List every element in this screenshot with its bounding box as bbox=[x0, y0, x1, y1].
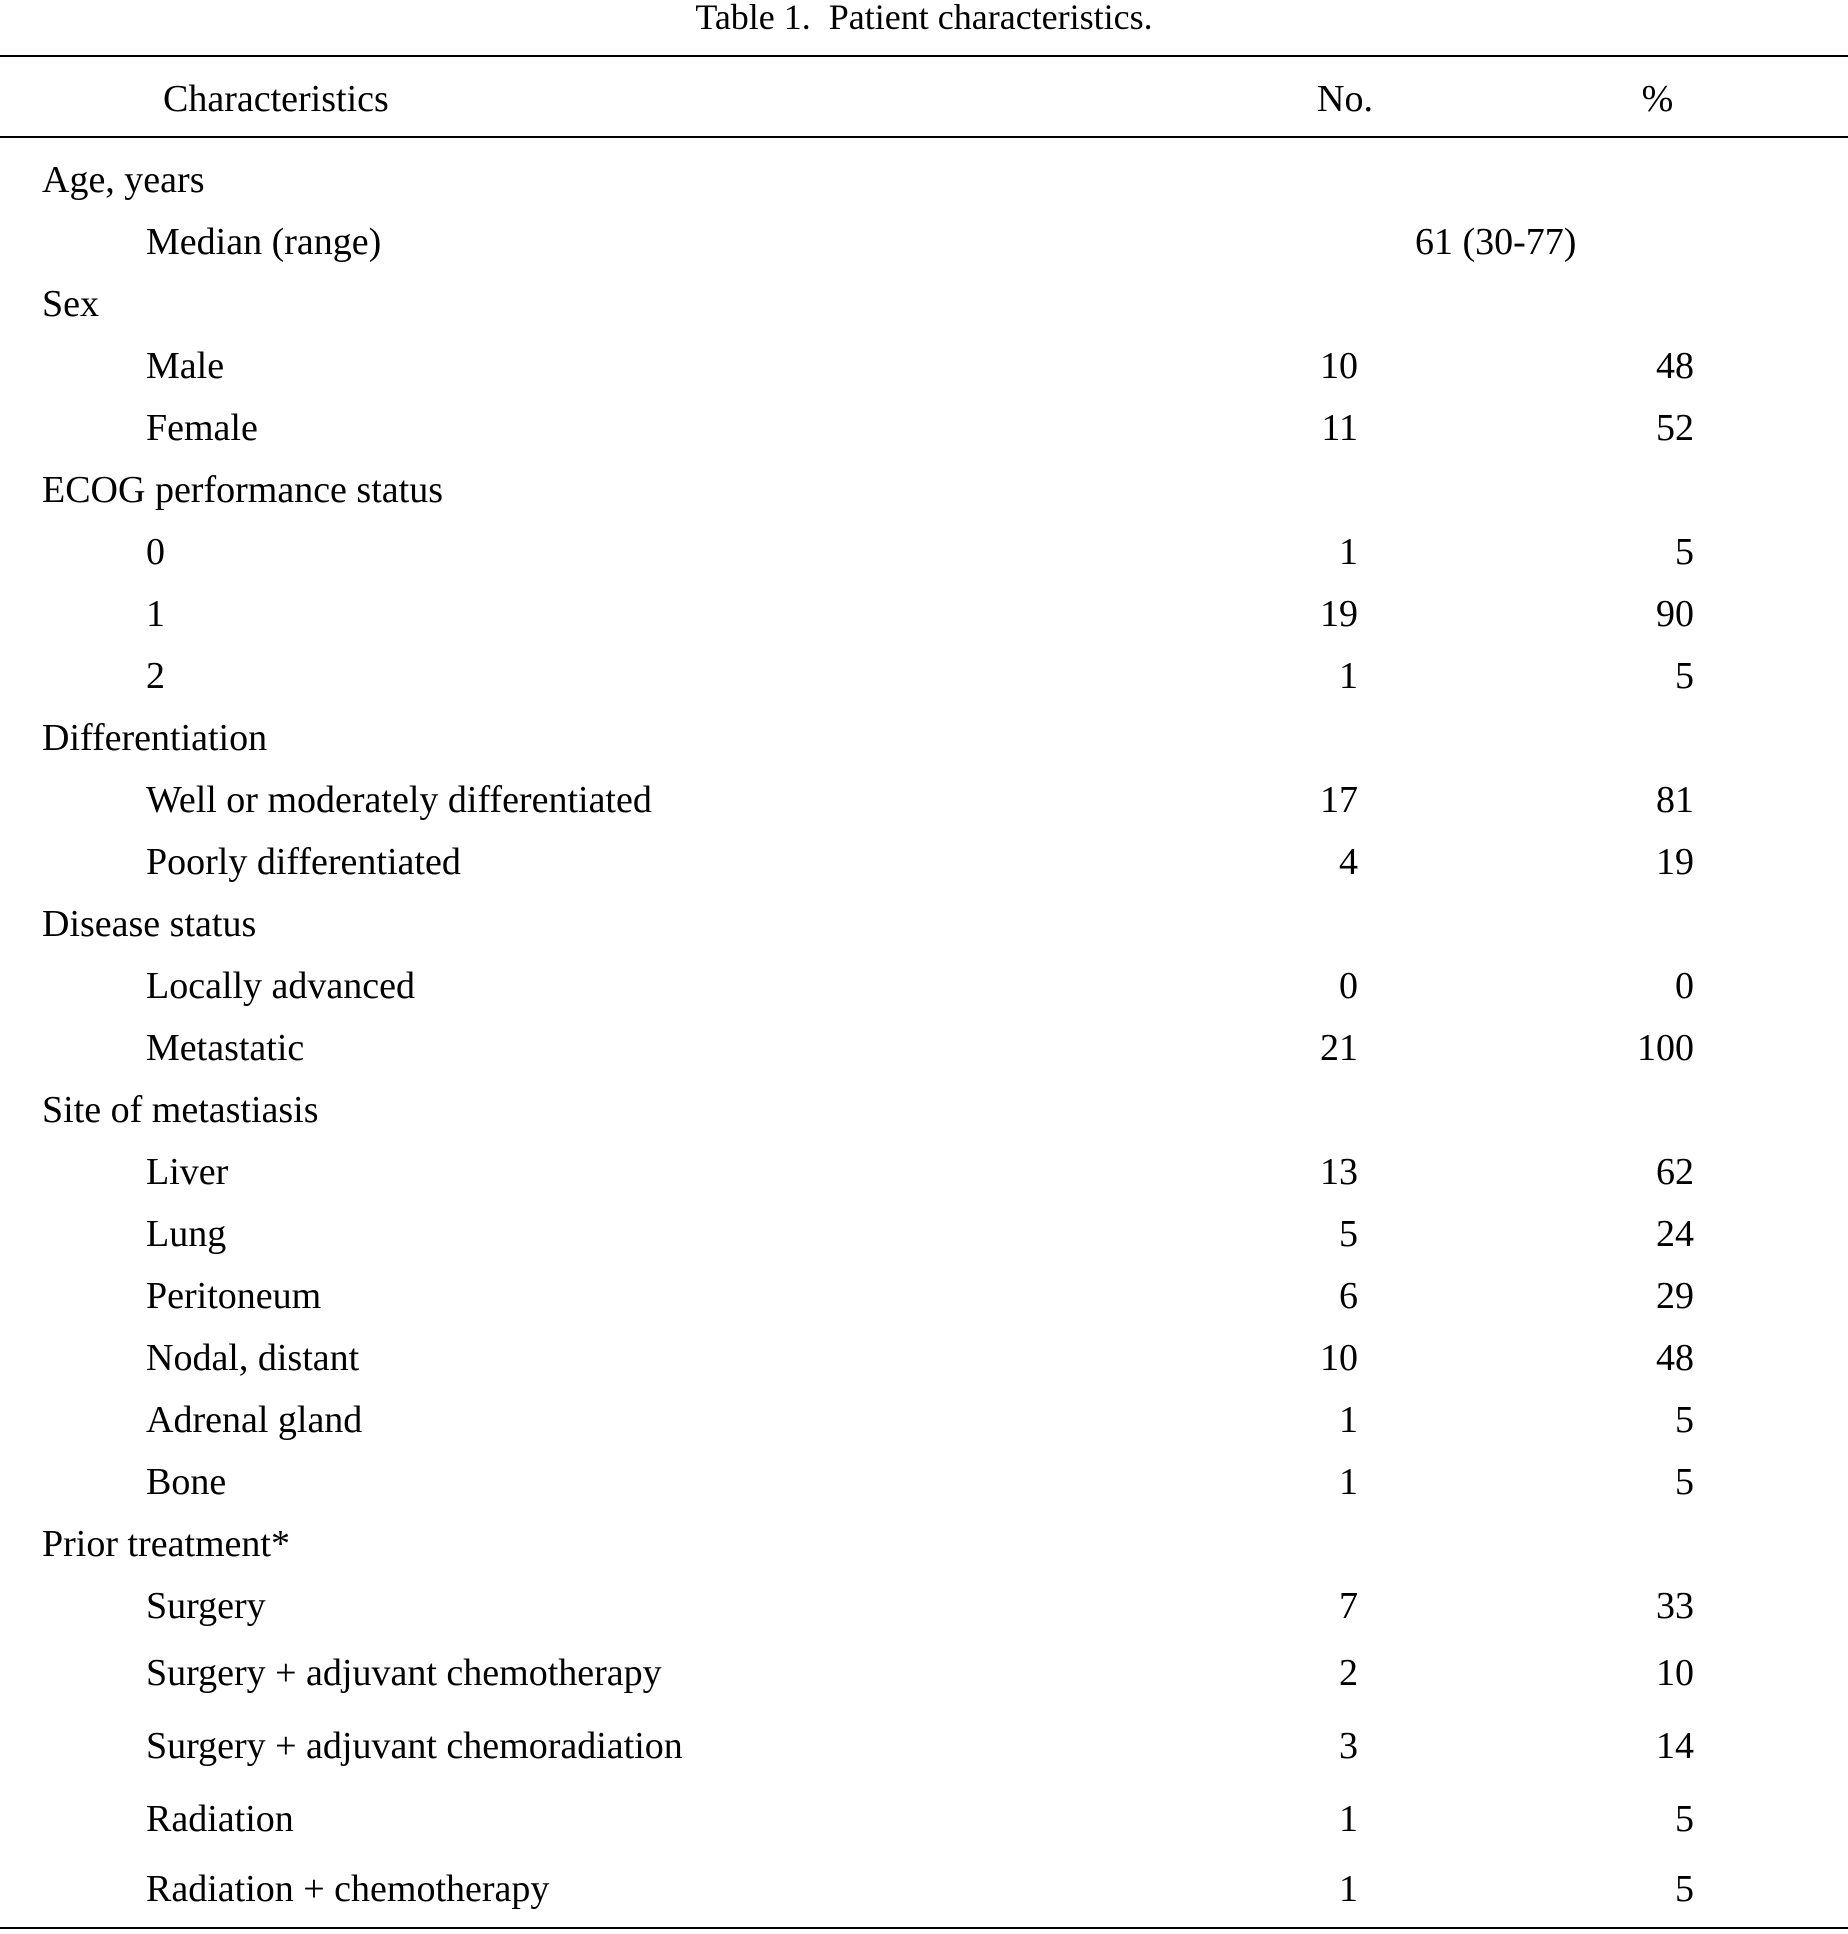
row-percent: 5 bbox=[1675, 1399, 1694, 1441]
row-label: Disease status bbox=[42, 903, 257, 945]
row-label: Radiation + chemotherapy bbox=[146, 1868, 550, 1910]
row-label: Sex bbox=[42, 283, 99, 325]
table-row bbox=[0, 708, 1848, 768]
row-percent: 81 bbox=[1656, 779, 1694, 821]
row-percent: 5 bbox=[1675, 1868, 1694, 1910]
table-row bbox=[0, 1390, 1848, 1450]
row-label: Surgery bbox=[146, 1585, 266, 1627]
row-label: Female bbox=[146, 407, 258, 449]
row-label: Bone bbox=[146, 1461, 227, 1503]
row-count: 6 bbox=[1339, 1275, 1358, 1317]
table-row bbox=[0, 150, 1848, 210]
table-row bbox=[0, 1266, 1848, 1326]
table-row bbox=[0, 212, 1848, 272]
row-count: 1 bbox=[1339, 531, 1358, 573]
row-count: 1 bbox=[1339, 655, 1358, 697]
row-label: Age, years bbox=[42, 159, 205, 201]
row-label: Lung bbox=[146, 1213, 227, 1255]
row-percent: 5 bbox=[1675, 1798, 1694, 1840]
row-label: Peritoneum bbox=[146, 1275, 322, 1317]
table-row bbox=[0, 1080, 1848, 1140]
table-row bbox=[0, 460, 1848, 520]
row-percent: 33 bbox=[1656, 1585, 1694, 1627]
row-percent: 24 bbox=[1656, 1213, 1694, 1255]
row-count: 7 bbox=[1339, 1585, 1358, 1627]
row-label: Differentiation bbox=[42, 717, 268, 759]
row-count: 1 bbox=[1339, 1461, 1358, 1503]
row-count: 21 bbox=[1320, 1027, 1358, 1069]
table-row bbox=[0, 1328, 1848, 1388]
table-row bbox=[0, 646, 1848, 706]
row-count: 1 bbox=[1339, 1868, 1358, 1910]
row-percent: 19 bbox=[1656, 841, 1694, 883]
row-count: 2 bbox=[1339, 1652, 1358, 1694]
row-label: 1 bbox=[146, 593, 165, 635]
row-label: Liver bbox=[146, 1151, 229, 1193]
table-row bbox=[0, 522, 1848, 582]
table-row bbox=[0, 1789, 1848, 1849]
row-percent: 90 bbox=[1656, 593, 1694, 635]
table-row bbox=[0, 1452, 1848, 1512]
table-row bbox=[0, 336, 1848, 396]
table-row bbox=[0, 1142, 1848, 1202]
row-percent: 14 bbox=[1656, 1725, 1694, 1767]
row-count: 0 bbox=[1339, 965, 1358, 1007]
top-rule bbox=[0, 55, 1848, 57]
table-row bbox=[0, 1716, 1848, 1776]
header-rule bbox=[0, 136, 1848, 138]
table-row bbox=[0, 1204, 1848, 1264]
table-row bbox=[0, 956, 1848, 1016]
row-label: Prior treatment* bbox=[42, 1523, 290, 1565]
row-count: 17 bbox=[1320, 779, 1358, 821]
row-count: 5 bbox=[1339, 1213, 1358, 1255]
row-label: Locally advanced bbox=[146, 965, 416, 1007]
table-row bbox=[0, 398, 1848, 458]
row-percent: 0 bbox=[1675, 965, 1694, 1007]
row-percent: 52 bbox=[1656, 407, 1694, 449]
header-number: No. bbox=[1317, 78, 1373, 120]
row-label: Adrenal gland bbox=[146, 1399, 363, 1441]
table-row bbox=[0, 1576, 1848, 1636]
row-label: Surgery + adjuvant chemoradiation bbox=[146, 1725, 683, 1767]
table-row bbox=[0, 832, 1848, 892]
header-percent: % bbox=[1641, 78, 1674, 120]
row-percent: 48 bbox=[1656, 345, 1694, 387]
table-row bbox=[0, 1643, 1848, 1703]
header-characteristics: Characteristics bbox=[163, 78, 389, 120]
row-percent: 100 bbox=[1637, 1027, 1694, 1069]
row-percent: 62 bbox=[1656, 1151, 1694, 1193]
row-count: 10 bbox=[1320, 1337, 1358, 1379]
row-count: 3 bbox=[1339, 1725, 1358, 1767]
row-label: Median (range) bbox=[146, 221, 382, 263]
row-count: 4 bbox=[1339, 841, 1358, 883]
row-percent: 5 bbox=[1675, 531, 1694, 573]
row-label: Surgery + adjuvant chemotherapy bbox=[146, 1652, 662, 1694]
row-count: 1 bbox=[1339, 1798, 1358, 1840]
row-percent: 29 bbox=[1656, 1275, 1694, 1317]
row-count: 19 bbox=[1320, 593, 1358, 635]
row-label: Poorly differentiated bbox=[146, 841, 461, 883]
table-row bbox=[0, 1514, 1848, 1574]
row-percent: 48 bbox=[1656, 1337, 1694, 1379]
row-label: Well or moderately differentiated bbox=[146, 779, 652, 821]
table-row bbox=[0, 1859, 1848, 1919]
table-row bbox=[0, 770, 1848, 830]
row-label: 0 bbox=[146, 531, 165, 573]
median-range-value: 61 (30-77) bbox=[1415, 221, 1577, 263]
row-count: 10 bbox=[1320, 345, 1358, 387]
bottom-rule bbox=[0, 1927, 1848, 1929]
table-row bbox=[0, 274, 1848, 334]
table-caption: Table 1. Patient characteristics. bbox=[695, 0, 1153, 37]
table-row bbox=[0, 584, 1848, 644]
row-count: 13 bbox=[1320, 1151, 1358, 1193]
row-label: ECOG performance status bbox=[42, 469, 443, 511]
table-row bbox=[0, 894, 1848, 954]
row-percent: 5 bbox=[1675, 1461, 1694, 1503]
row-count: 11 bbox=[1321, 407, 1358, 449]
row-percent: 10 bbox=[1656, 1652, 1694, 1694]
table-row bbox=[0, 1018, 1848, 1078]
row-label: Metastatic bbox=[146, 1027, 305, 1069]
row-label: Radiation bbox=[146, 1798, 294, 1840]
row-count: 1 bbox=[1339, 1399, 1358, 1441]
row-label: Male bbox=[146, 345, 225, 387]
row-percent: 5 bbox=[1675, 655, 1694, 697]
row-label: Nodal, distant bbox=[146, 1337, 360, 1379]
row-label: Site of metastiasis bbox=[42, 1089, 319, 1131]
row-label: 2 bbox=[146, 655, 165, 697]
